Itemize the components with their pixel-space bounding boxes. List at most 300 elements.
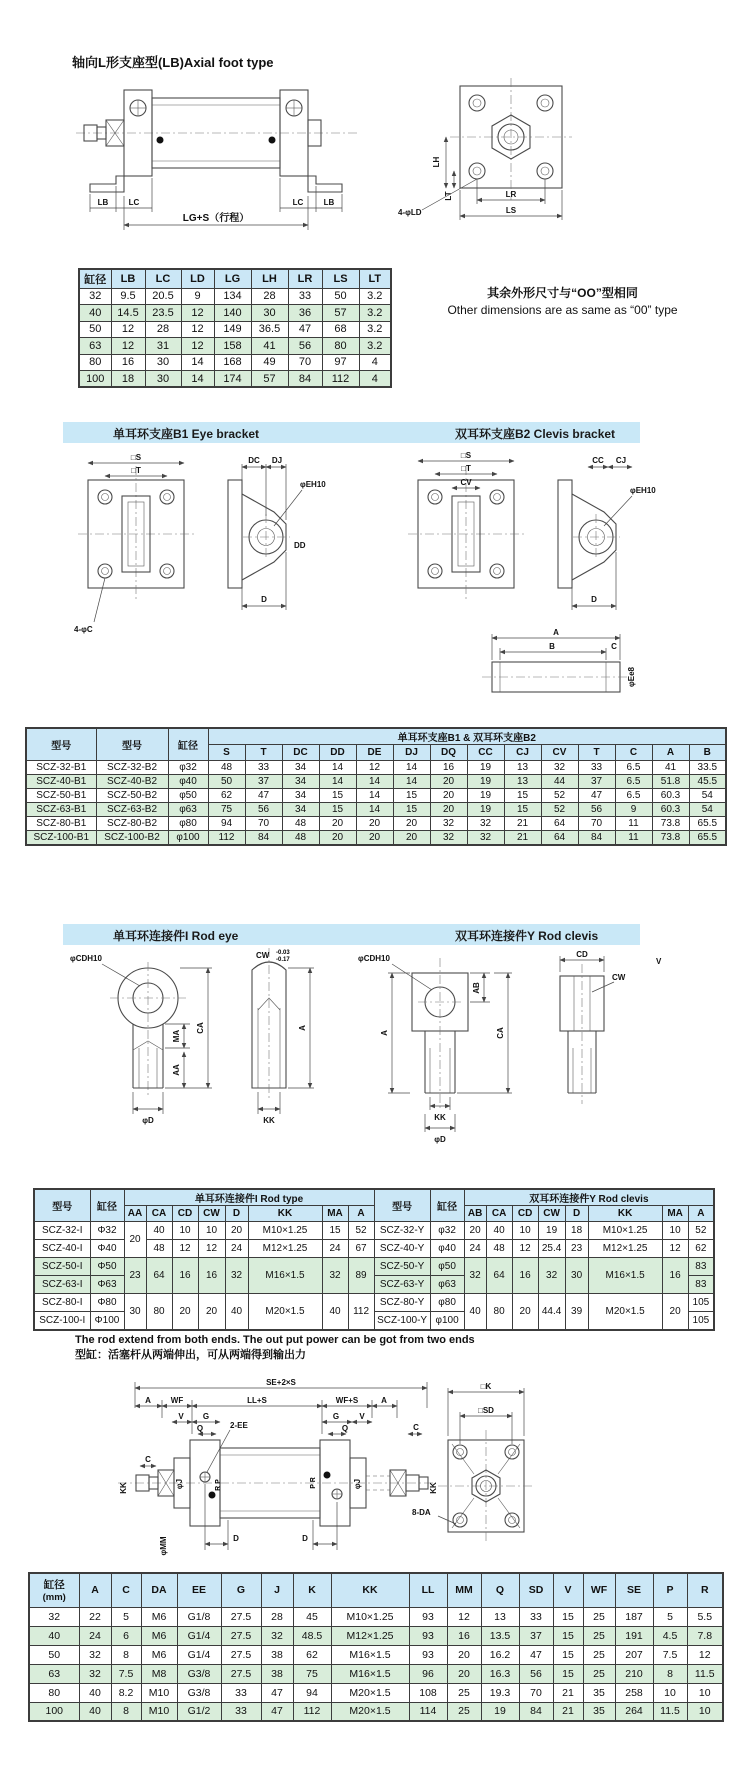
- table-header-row: [29, 1573, 723, 1607]
- table-cell: 30: [145, 371, 181, 388]
- table-cell: 134: [214, 288, 251, 305]
- table-cell: 112: [293, 1702, 331, 1721]
- table-cell: Φ100: [90, 1312, 124, 1330]
- table-cell: φ63: [430, 1276, 464, 1294]
- table-cell: 20: [430, 789, 467, 803]
- table-cell: SCZ-63-B1: [26, 803, 96, 817]
- table-cell: 15: [393, 803, 430, 817]
- table-cell: 52: [541, 789, 578, 803]
- column-header: DE: [356, 745, 393, 761]
- table-cell: 149: [214, 321, 251, 338]
- table-cell: 40: [29, 1626, 79, 1645]
- table-cell: 51.8: [652, 775, 689, 789]
- dim-label: KK: [434, 1113, 446, 1122]
- dim-label: 2-EE: [230, 1421, 248, 1430]
- dimension-note: [415, 285, 710, 319]
- table-cell: G3/8: [177, 1664, 221, 1683]
- table-cell: 20: [512, 1294, 538, 1330]
- table-cell: 48: [282, 831, 319, 845]
- table-cell: 75: [208, 803, 245, 817]
- table-cell: 32: [430, 817, 467, 831]
- column-header: CD: [512, 1206, 538, 1222]
- dim-label: φEH10: [630, 486, 656, 495]
- table-cell: M12×1.25: [248, 1240, 322, 1258]
- table-cell: 30: [565, 1258, 588, 1294]
- table-cell: 16: [447, 1626, 481, 1645]
- table-cell: 13: [504, 761, 541, 775]
- table-cell: 37: [519, 1626, 553, 1645]
- table-cell: 40: [225, 1294, 248, 1330]
- table-cell: 20: [464, 1222, 486, 1240]
- section-eye-bracket: 单耳环支座B1 Eye bracket: [113, 427, 260, 441]
- table-cell: φ100: [430, 1312, 464, 1330]
- table-cell: SCZ-32-I: [34, 1222, 90, 1240]
- rod-end-dim-table: [33, 1188, 715, 1331]
- table-cell: 83: [688, 1258, 714, 1276]
- table-cell: 12: [512, 1240, 538, 1258]
- table-cell: 20: [319, 817, 356, 831]
- dim-label: LT: [444, 191, 453, 201]
- table-cell: M10×1.25: [331, 1607, 409, 1626]
- table-cell: 93: [409, 1626, 447, 1645]
- table-cell: 34: [282, 789, 319, 803]
- table-cell: 33: [288, 288, 322, 305]
- table-cell: 54: [689, 789, 726, 803]
- table-cell: 32: [79, 1645, 111, 1664]
- table-cell: 10: [172, 1222, 198, 1240]
- column-header: A: [348, 1206, 374, 1222]
- table-cell: 52: [348, 1222, 374, 1240]
- table-cell: 32: [538, 1258, 565, 1294]
- column-header: LL: [409, 1573, 447, 1607]
- table-cell: 25: [583, 1645, 615, 1664]
- table-cell: 13: [481, 1607, 519, 1626]
- table-cell: 14: [181, 371, 214, 388]
- table-cell: 73.8: [652, 831, 689, 845]
- basic-dim-table: [28, 1572, 724, 1722]
- table-row: [26, 831, 726, 845]
- column-header: T: [578, 745, 615, 761]
- column-header: SE: [615, 1573, 653, 1607]
- table-cell: 44.4: [538, 1294, 565, 1330]
- column-header: CC: [467, 745, 504, 761]
- table-cell: 31: [145, 338, 181, 355]
- table-cell: 3.2: [359, 288, 391, 305]
- table-cell: 32: [29, 1607, 79, 1626]
- table-cell: 28: [261, 1607, 293, 1626]
- table-cell: φ80: [168, 817, 208, 831]
- table-cell: 12: [111, 321, 145, 338]
- table-cell: 207: [615, 1645, 653, 1664]
- rod-note-cn: 型缸：活塞杆从两端伸出，可从两端得到输出力: [75, 1349, 306, 1361]
- table-cell: 45: [293, 1607, 331, 1626]
- dim-label: A: [145, 1396, 151, 1405]
- table-cell: M16×1.5: [588, 1258, 662, 1294]
- dim-label: D: [591, 595, 597, 604]
- column-header: AB: [464, 1206, 486, 1222]
- table-cell: 140: [214, 305, 251, 322]
- table-cell: 112: [348, 1294, 374, 1330]
- table-cell: 62: [688, 1240, 714, 1258]
- column-header: DJ: [393, 745, 430, 761]
- table-row: [34, 1258, 714, 1276]
- dim-label: LR: [505, 190, 517, 199]
- column-header: EE: [177, 1573, 221, 1607]
- table-cell: 112: [208, 831, 245, 845]
- table-cell: 80: [146, 1294, 172, 1330]
- table-cell: SCZ-32-Y: [374, 1222, 430, 1240]
- table-cell: M12×1.25: [588, 1240, 662, 1258]
- column-header: R: [687, 1573, 723, 1607]
- table-cell: 15: [319, 789, 356, 803]
- dim-label: A: [553, 628, 559, 637]
- table-cell: 25: [583, 1626, 615, 1645]
- table-cell: 60.3: [652, 803, 689, 817]
- table-cell: 35: [583, 1683, 615, 1702]
- table-cell: 68: [322, 321, 359, 338]
- table-cell: SCZ-50-I: [34, 1258, 90, 1276]
- table-cell: 93: [409, 1607, 447, 1626]
- table-cell: M10: [141, 1702, 177, 1721]
- table-cell: φ32: [430, 1222, 464, 1240]
- table-cell: SCZ-40-Y: [374, 1240, 430, 1258]
- dim-label: V: [656, 957, 662, 966]
- table-cell: 4: [359, 371, 391, 388]
- table-cell: 37: [578, 775, 615, 789]
- table-row: [79, 288, 391, 305]
- column-header: WF: [583, 1573, 615, 1607]
- table-cell: 158: [214, 338, 251, 355]
- dim-label: □S: [130, 453, 142, 462]
- dim-label: G: [202, 1412, 210, 1421]
- table-cell: Φ40: [90, 1240, 124, 1258]
- table-cell: 6: [111, 1626, 141, 1645]
- table-cell: 14: [356, 789, 393, 803]
- table-cell: 3.2: [359, 321, 391, 338]
- column-header: 缸径: [430, 1189, 464, 1222]
- dim-label: LB: [323, 198, 335, 207]
- table-cell: 30: [145, 354, 181, 371]
- table-cell: G1/2: [177, 1702, 221, 1721]
- table-cell: 50: [79, 321, 111, 338]
- table-cell: 23: [565, 1240, 588, 1258]
- table-cell: 20: [356, 831, 393, 845]
- table-row: [26, 775, 726, 789]
- bracket-dim-table: [25, 727, 727, 846]
- column-header: MM: [447, 1573, 481, 1607]
- table-cell: 32: [430, 831, 467, 845]
- column-header: CD: [172, 1206, 198, 1222]
- table-cell: 33: [578, 761, 615, 775]
- table-cell: 108: [409, 1683, 447, 1702]
- table-cell: 11.5: [653, 1702, 687, 1721]
- table-cell: 38: [261, 1645, 293, 1664]
- column-header: DD: [319, 745, 356, 761]
- table-cell: 75: [293, 1664, 331, 1683]
- column-header: C: [111, 1573, 141, 1607]
- table-cell: 7.5: [111, 1664, 141, 1683]
- dim-label: φEe8: [627, 667, 636, 687]
- dim-label: φD: [142, 1116, 154, 1125]
- table-cell: 14: [356, 803, 393, 817]
- column-header: A: [688, 1206, 714, 1222]
- table-cell: 33: [519, 1607, 553, 1626]
- section-rod-eye: 单耳环连接件I Rod eye: [113, 929, 239, 943]
- table-cell: 33: [221, 1683, 261, 1702]
- table-body: [34, 1222, 714, 1330]
- table-cell: 73.8: [652, 817, 689, 831]
- table-cell: M16×1.5: [248, 1258, 322, 1294]
- table-cell: 14: [319, 761, 356, 775]
- table-cell: 10: [687, 1683, 723, 1702]
- table-cell: SCZ-100-B1: [26, 831, 96, 845]
- table-cell: 24: [322, 1240, 348, 1258]
- table-cell: 10: [512, 1222, 538, 1240]
- dim-label: φCDH10: [358, 954, 390, 963]
- column-header: T: [245, 745, 282, 761]
- table-cell: φ32: [168, 761, 208, 775]
- dim-label: CW: [612, 973, 626, 982]
- table-cell: 112: [322, 371, 359, 388]
- table-cell: 56: [578, 803, 615, 817]
- table-cell: 16.2: [481, 1645, 519, 1664]
- table-cell: 40: [79, 1683, 111, 1702]
- dim-label: LB: [97, 198, 109, 207]
- table-cell: 14: [393, 775, 430, 789]
- table-row: [29, 1702, 723, 1721]
- dim-label: 4-φLD: [398, 208, 422, 217]
- table-cell: SCZ-80-B1: [26, 817, 96, 831]
- table-cell: 32: [322, 1258, 348, 1294]
- table-cell: Φ80: [90, 1294, 124, 1312]
- dim-label: φMM: [159, 1536, 168, 1556]
- table-cell: 50: [322, 288, 359, 305]
- dim-label: LC: [292, 198, 304, 207]
- table-cell: SCZ-80-B2: [96, 817, 168, 831]
- table-cell: 12: [687, 1645, 723, 1664]
- dim-label: LG+S（行程）: [182, 213, 250, 224]
- table-cell: 100: [29, 1702, 79, 1721]
- section-rod-clevis: 双耳环连接件Y Rod clevis: [455, 929, 599, 943]
- table-cell: SCZ-32-B1: [26, 761, 96, 775]
- column-header: B: [689, 745, 726, 761]
- table-cell: 57: [251, 371, 288, 388]
- table-cell: SCZ-50-Y: [374, 1258, 430, 1276]
- table-cell: 80: [486, 1294, 512, 1330]
- dim-label: D: [261, 595, 267, 604]
- table-cell: 94: [293, 1683, 331, 1702]
- table-cell: SCZ-40-I: [34, 1240, 90, 1258]
- table-cell: 11.5: [687, 1664, 723, 1683]
- table-cell: 15: [553, 1664, 583, 1683]
- dim-label: □T: [461, 464, 471, 473]
- dim-label: CJ: [615, 456, 627, 465]
- table-cell: G3/8: [177, 1683, 221, 1702]
- table-body: [79, 288, 391, 387]
- column-header: MA: [322, 1206, 348, 1222]
- table-cell: 28: [145, 321, 181, 338]
- table-cell: 12: [181, 321, 214, 338]
- table-cell: 23: [124, 1258, 146, 1294]
- table-cell: 80: [322, 338, 359, 355]
- table-cell: 12: [356, 761, 393, 775]
- dim-label: φEH10: [300, 480, 326, 489]
- table-cell: 20: [447, 1664, 481, 1683]
- table-cell: 34: [282, 761, 319, 775]
- table-cell: 60.3: [652, 789, 689, 803]
- table-cell: M20×1.5: [331, 1702, 409, 1721]
- column-header: DA: [141, 1573, 177, 1607]
- table-cell: 8: [653, 1664, 687, 1683]
- column-header: G: [221, 1573, 261, 1607]
- table-cell: 25: [447, 1683, 481, 1702]
- dim-label: MA: [172, 1029, 181, 1043]
- column-header: P: [653, 1573, 687, 1607]
- bracket-diagram: [60, 452, 690, 714]
- table-cell: 21: [504, 817, 541, 831]
- table-cell: 28: [251, 288, 288, 305]
- table-cell: 16: [198, 1258, 225, 1294]
- table-cell: 48: [282, 817, 319, 831]
- table-cell: 12: [181, 305, 214, 322]
- table-cell: 20: [225, 1222, 248, 1240]
- table-cell: 5: [653, 1607, 687, 1626]
- table-cell: SCZ-100-B2: [96, 831, 168, 845]
- column-header: LR: [288, 269, 322, 288]
- table-cell: 11: [615, 831, 652, 845]
- axial-foot-diagram: [60, 78, 690, 248]
- table-cell: 32: [467, 831, 504, 845]
- table-cell: 20: [393, 817, 430, 831]
- table-cell: 27.5: [221, 1645, 261, 1664]
- column-header: 单耳环支座B1 & 双耳环支座B2: [208, 728, 726, 745]
- table-cell: φ50: [430, 1258, 464, 1276]
- table-cell: 174: [214, 371, 251, 388]
- table-cell: 24: [225, 1240, 248, 1258]
- table-row: [34, 1294, 714, 1312]
- table-cell: 57: [322, 305, 359, 322]
- column-header: 缸径: [90, 1189, 124, 1222]
- table-cell: 25: [447, 1702, 481, 1721]
- table-cell: 70: [245, 817, 282, 831]
- table-cell: 32: [261, 1626, 293, 1645]
- table-cell: 4: [359, 354, 391, 371]
- table-cell: 32: [79, 288, 111, 305]
- dim-label: □T: [131, 466, 141, 475]
- table-cell: 49: [251, 354, 288, 371]
- table-row: [79, 371, 391, 388]
- table-cell: M12×1.25: [331, 1626, 409, 1645]
- table-cell: Φ32: [90, 1222, 124, 1240]
- table-row: [26, 789, 726, 803]
- section-bar-rod-ends: [63, 924, 640, 945]
- table-cell: 84: [245, 831, 282, 845]
- dim-label: φCDH10: [70, 954, 102, 963]
- table-cell: 40: [79, 1702, 111, 1721]
- table-cell: SCZ-40-B2: [96, 775, 168, 789]
- column-header: 型号: [374, 1189, 430, 1222]
- table-cell: 25.4: [538, 1240, 565, 1258]
- table-cell: 20: [172, 1294, 198, 1330]
- column-header: V: [553, 1573, 583, 1607]
- table-cell: 15: [319, 803, 356, 817]
- section-bar-brackets: [63, 422, 640, 443]
- column-header: CA: [486, 1206, 512, 1222]
- table-cell: φ100: [168, 831, 208, 845]
- dim-label: C: [145, 1455, 151, 1464]
- table-cell: 52: [688, 1222, 714, 1240]
- table-cell: 67: [348, 1240, 374, 1258]
- table-cell: 12: [111, 338, 145, 355]
- table-cell: 40: [146, 1222, 172, 1240]
- table-cell: 97: [322, 354, 359, 371]
- table-cell: 13.5: [481, 1626, 519, 1645]
- table-cell: φ50: [168, 789, 208, 803]
- table-cell: 12: [447, 1607, 481, 1626]
- table-cell: SCZ-63-B2: [96, 803, 168, 817]
- table-cell: 64: [486, 1258, 512, 1294]
- dim-label: CD: [576, 950, 588, 959]
- table-cell: 27.5: [221, 1664, 261, 1683]
- table-cell: 4.5: [653, 1626, 687, 1645]
- table-cell: 15: [553, 1607, 583, 1626]
- dim-label: φD: [434, 1135, 446, 1144]
- table-cell: 22: [79, 1607, 111, 1626]
- column-header: CA: [146, 1206, 172, 1222]
- table-cell: 21: [553, 1683, 583, 1702]
- table-row: [26, 803, 726, 817]
- table-cell: 23.5: [145, 305, 181, 322]
- table-cell: 36.5: [251, 321, 288, 338]
- table-cell: SCZ-63-I: [34, 1276, 90, 1294]
- dim-label: A: [298, 1025, 307, 1031]
- table-cell: 63: [79, 338, 111, 355]
- column-header: 型号: [96, 728, 168, 761]
- table-cell: φ40: [168, 775, 208, 789]
- table-cell: M10: [141, 1683, 177, 1702]
- table-cell: 15: [393, 789, 430, 803]
- table-cell: M6: [141, 1626, 177, 1645]
- dim-label: SE+2×S: [266, 1378, 296, 1387]
- dim-label: -0.17: [276, 957, 290, 963]
- table-cell: 47: [578, 789, 615, 803]
- table-cell: 10: [687, 1702, 723, 1721]
- table-cell: 94: [208, 817, 245, 831]
- column-header: LB: [111, 269, 145, 288]
- table-cell: 16: [172, 1258, 198, 1294]
- table-cell: 20: [319, 831, 356, 845]
- table-cell: 48: [208, 761, 245, 775]
- dim-label: AA: [172, 1064, 181, 1076]
- table-cell: 20: [447, 1645, 481, 1664]
- column-header: MA: [662, 1206, 688, 1222]
- table-cell: 64: [541, 817, 578, 831]
- table-cell: 24: [464, 1240, 486, 1258]
- column-header: LG: [214, 269, 251, 288]
- table-cell: 38: [261, 1664, 293, 1683]
- table-cell: M6: [141, 1607, 177, 1626]
- table-row: [26, 817, 726, 831]
- dim-label: D: [302, 1534, 308, 1543]
- table-row: [34, 1222, 714, 1240]
- dim-label: R P: [215, 1479, 222, 1491]
- table-cell: 24: [79, 1626, 111, 1645]
- dim-label: LC: [128, 198, 140, 207]
- table-cell: 13: [504, 775, 541, 789]
- table-cell: 264: [615, 1702, 653, 1721]
- table-cell: 56: [519, 1664, 553, 1683]
- dim-label: G: [332, 1412, 340, 1421]
